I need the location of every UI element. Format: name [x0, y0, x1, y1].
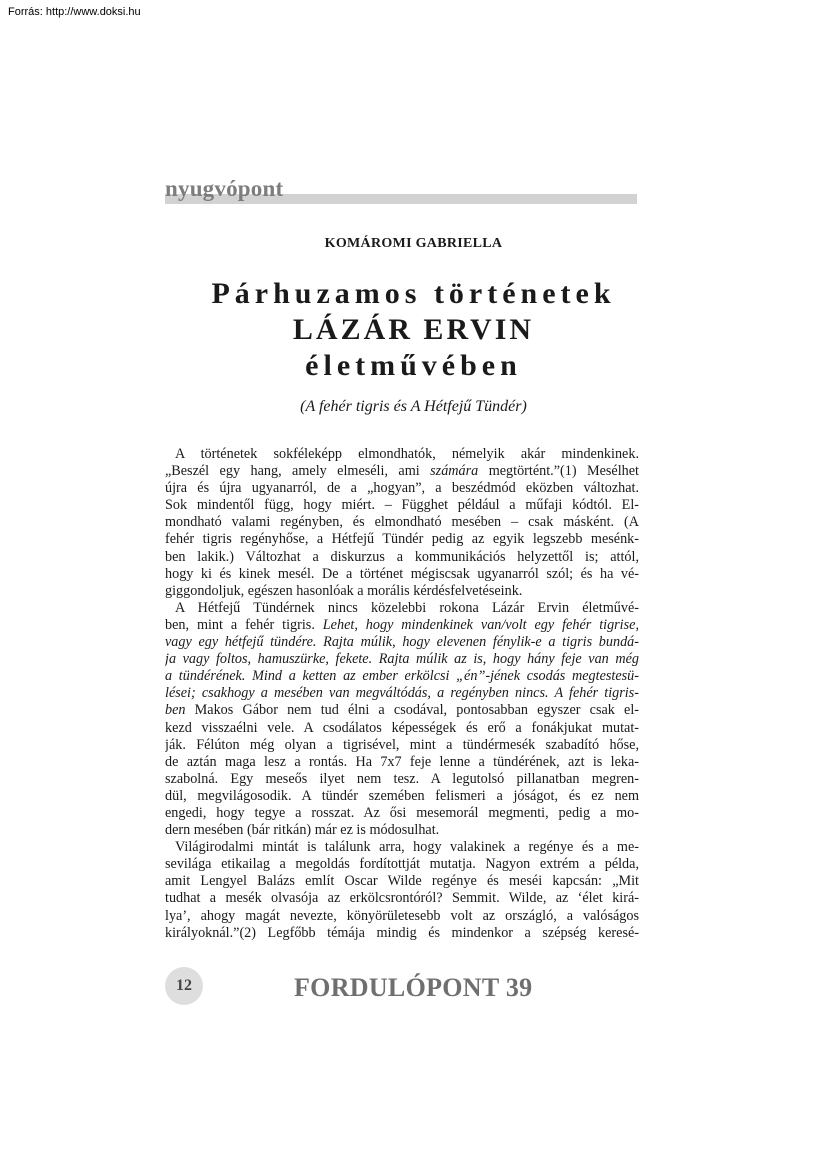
body-line: A Hétfejű Tündérnek nincs közelebbi rokona Lázár Ervin életművé- — [175, 599, 639, 616]
page-number: 12 — [165, 967, 203, 1005]
body-line: ben lakik.) Változhat a diskurzus a kommunikációs helyzettől is; attól, — [165, 548, 639, 565]
body-line: sevilága etikailag a megoldás fordítottját mutatja. Nagyon extrém a példa, — [165, 856, 639, 873]
body-line: hogy ki és kinek mesél. De a történet mégiscsak ugyanarról szól; és ha vé- — [165, 565, 639, 582]
body-line: királyoknál.”(2) Legfőbb témája mindig és mindenkor a szépség keresé- — [165, 924, 639, 941]
article-subtitle: (A fehér tigris és A Hétfejű Tündér) — [300, 398, 527, 415]
body-line: ja vagy foltos, hamuszürke, fekete. Rajta múlik az is, hogy hány feje van még — [165, 651, 639, 668]
body-line: „Beszél egy hang, amely elmeséli, ami számára megtörtént.”(1) Mesélhet — [165, 463, 639, 480]
body-line: vagy egy hétfejű tündére. Rajta múlik, hogy elevenen fénylik-e a tigris bundá- — [165, 634, 639, 651]
body-line: lései; csakhogy a mesében van megváltódás, a regényben nincs. A fehér tigris- — [165, 685, 639, 702]
body-line: ben, mint a fehér tigris. Lehet, hogy mindenkinek van/volt egy fehér tigrise, — [165, 616, 639, 633]
title-line-3: életművében — [305, 349, 522, 382]
article-body — [165, 446, 639, 942]
body-line: dül, megvilágosodik. A tündér szemében felismeri a jóságot, és ez nem — [165, 787, 639, 804]
body-line: mondható valami regényben, és elmondható mesében – csak másként. (A — [165, 514, 639, 531]
body-line: újra és újra ugyanarról, de a „hogyan”, a beszédmód eközben változhat. — [165, 480, 639, 497]
article-title — [0, 276, 827, 384]
body-line: dern mesében (bár ritkán) már ez is módosulhat. — [165, 822, 440, 839]
body-line: ják. Félúton még olyan a tigrisével, mint a tündérmesék szabadító hőse, — [165, 736, 639, 753]
body-line: fehér tigris regényhőse, a Hétfejű Tündér pedig az egyik legszebb mesénk- — [165, 531, 639, 548]
body-line: A történetek sokféleképp elmondhatók, némelyik akár mindenkinek. — [175, 446, 639, 462]
section-header — [165, 174, 637, 204]
body-line: Világirodalmi mintát is találunk arra, hogy valakinek a regénye és a me- — [175, 839, 639, 856]
body-line: szabolná. Egy meseős ilyet nem tesz. A legutolsó pillanatban megren- — [165, 770, 639, 787]
body-line: tudhat a mesék olvasója az erkölcsrontóról? Semmit. Wilde, az ‘élet kirá- — [165, 890, 639, 907]
body-line: engedi, hogy tegye a rosszat. Az ősi mesemorál megmenti, pedig a mo- — [165, 804, 639, 821]
title-line-2: LÁZÁR ERVIN — [292, 313, 535, 346]
body-line: giggondoljuk, egészen hasonlóak a morális kérdésfelvetéseink. — [165, 582, 523, 599]
body-line: kezd visszaélni vele. A csodálatos képességek és erő a fonákjukat mutat- — [165, 719, 639, 736]
body-line: amit Lengyel Balázs említ Oscar Wilde regénye és meséi kapcsán: „Mit — [165, 873, 639, 890]
source-note: Forrás: http://www.doksi.hu — [8, 6, 141, 18]
body-line: Sok mindentől függ, hogy miért. – Függhet például a műfaji kódtól. El- — [165, 497, 639, 514]
author-name: KOMÁROMI GABRIELLA — [324, 236, 503, 251]
body-line: ben Makos Gábor nem tud élni a csodával, pontosabban egyszer csak el- — [165, 702, 639, 719]
body-line: de aztán maga lesz a rontás. Ha 7x7 feje lenne a tündérének, azt is leka- — [165, 753, 639, 770]
section-title: nyugvópont — [165, 176, 284, 201]
body-line: a tündérének. Mind a ketten az ember erkölcsi „én”-jének csodás megtestesü- — [165, 668, 639, 685]
body-line: lya’, ahogy magát nevezte, könyörületesebb volt az országló, a valóságos — [165, 907, 639, 924]
title-line-1: Párhuzamos történetek — [211, 277, 616, 310]
journal-title: FORDULÓPONT 39 — [294, 973, 533, 1002]
